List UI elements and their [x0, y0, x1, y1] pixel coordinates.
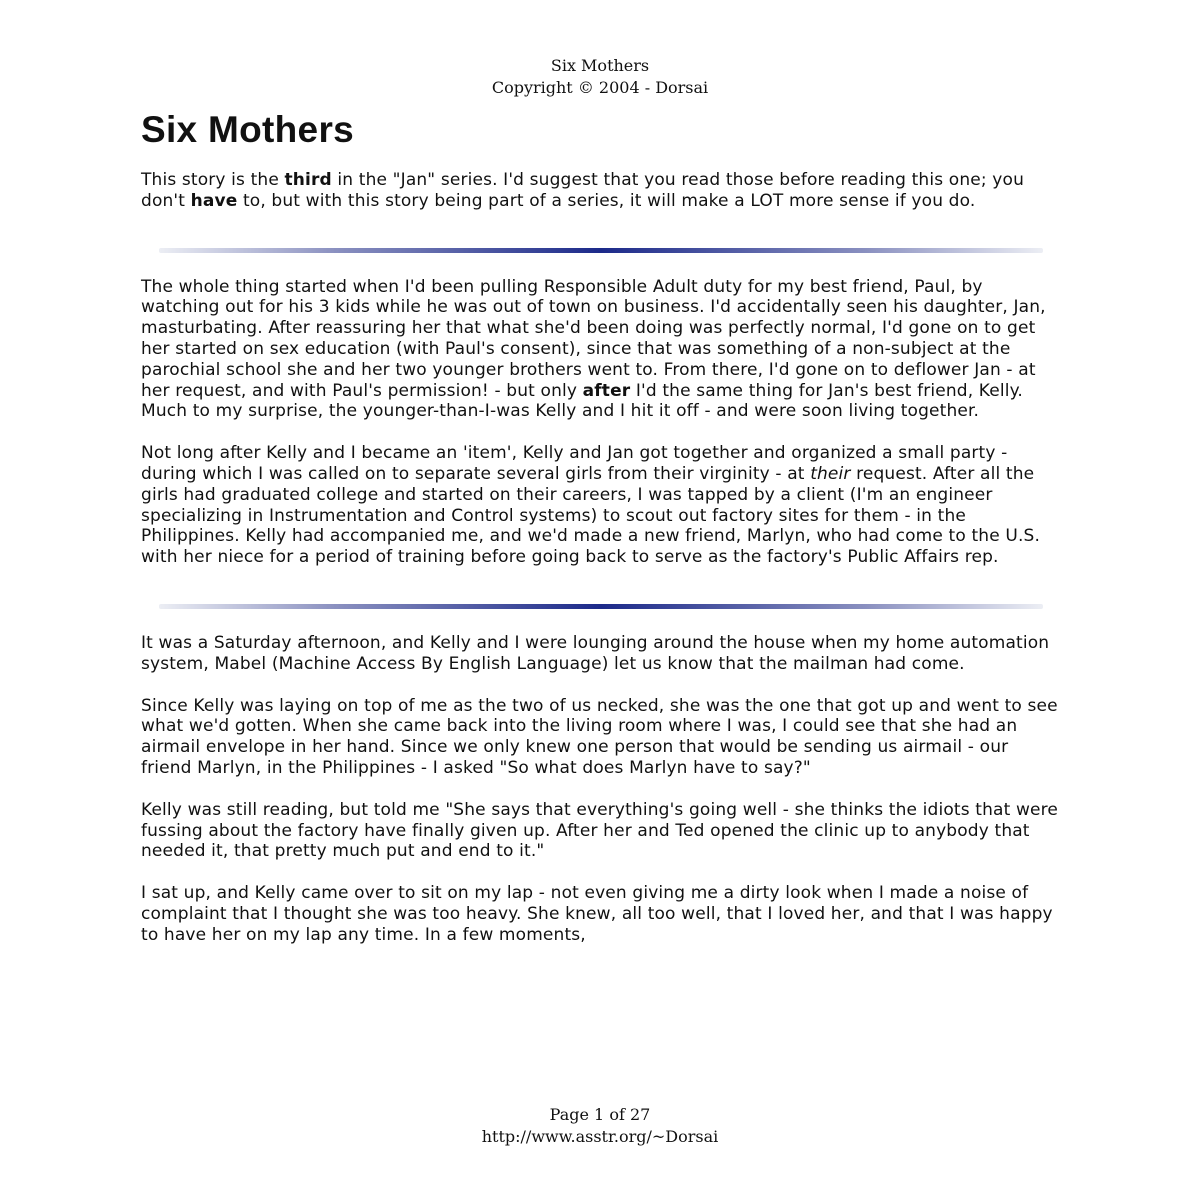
- intro-bold-have: have: [190, 190, 238, 211]
- intro-text-2: in the "Jan" series. I'd suggest that you read those before reading this one; you don't: [141, 170, 1024, 211]
- header-copyright: Copyright © 2004 - Dorsai: [491, 78, 709, 97]
- paragraph-6: I sat up, and Kelly came over to sit on my lap - not even giving me a dirty look when I made a noise of complaint that I thought she was too heavy. She knew, all too well, that I loved her, and that I was happy to have her on my lap any time. In a few moments,: [141, 883, 1053, 945]
- paragraph-2-text-1: Not long after Kelly and I became an 'item', Kelly and Jan got together and organized a small party - during which I was called on to separate several girls from their virginity - at: [141, 443, 1008, 484]
- intro-text-3: to, but with this story being part of a series, it will make a LOT more sense if you do.: [237, 190, 976, 211]
- section-divider: [159, 248, 1043, 253]
- intro-paragraph: [141, 170, 1061, 212]
- paragraph-1-text-2: I'd the same thing for Jan's best friend, Kelly. Much to my surprise, the younger-than-I-was Kelly and I hit it off - and were soon living together.: [141, 380, 1023, 422]
- section-divider: [159, 604, 1043, 609]
- paragraph-2: [141, 443, 1061, 568]
- header-title: Six Mothers: [550, 56, 650, 75]
- paragraph-3: It was a Saturday afternoon, and Kelly and I were lounging around the house when my home automation system, Mabel (Machine Access By English Language) let us know that the mailman had come.: [141, 632, 1050, 674]
- intro-bold-third: third: [284, 170, 332, 190]
- paragraph-1: [141, 277, 1061, 423]
- paragraph-1-text-1: The whole thing started when I'd been pulling Responsible Adult duty for my best friend, Paul, by watching out for his 3 kids while he was out of town on business. I'd accidentally seen his daughter, Jan, masturbating. After reassuring her that what she'd been doing was perfectly normal, I'd gone on to get her started on sex education (with Paul's consent), since that was something of a non-subject at the parochial school she and her two younger brothers went to. From there, I'd gone on to deflower Jan - at her request, and with Paul's permission! - but only: [141, 276, 1046, 401]
- running-footer: [0, 1104, 1200, 1148]
- page-number: Page 1 of 27: [549, 1105, 651, 1124]
- paragraph-2-text-2: request. After all the girls had graduated college and started on their careers, I was tapped by a client (I'm an engineer specializing in Instrumentation and Control systems) to scout out factory sites for them - in the Philippines. Kelly had accompanied me, and we'd made a new friend, Marlyn, who had come to the U.S. with her niece for a period of training before going back to serve as the factory's Public Affairs rep.: [141, 463, 1040, 568]
- running-header: [0, 55, 1200, 99]
- intro-text-1: This story is the: [141, 170, 285, 190]
- paragraph-4: Since Kelly was laying on top of me as the two of us necked, she was the one that got up and went to see what we'd gotten. When she came back into the living room where I was, I could see that she had an airmail envelope in her hand. Since we only knew one person that would be sending us airmail - our friend Marlyn, in the Philippines - I asked "So what does Marlyn have to say?": [141, 695, 1058, 778]
- paragraph-2-italic-their: their: [810, 463, 851, 484]
- page-title: Six Mothers: [141, 109, 355, 150]
- document-body: [141, 108, 1061, 967]
- paragraph-5: Kelly was still reading, but told me "She says that everything's going well - she thinks the idiots that were fussing about the factory have finally given up. After her and Ted opened the clinic up to anybody that needed it, that pretty much put and end to it.": [141, 799, 1058, 862]
- footer-url: http://www.asstr.org/~Dorsai: [481, 1127, 719, 1146]
- paragraph-1-bold-after: after: [582, 380, 631, 401]
